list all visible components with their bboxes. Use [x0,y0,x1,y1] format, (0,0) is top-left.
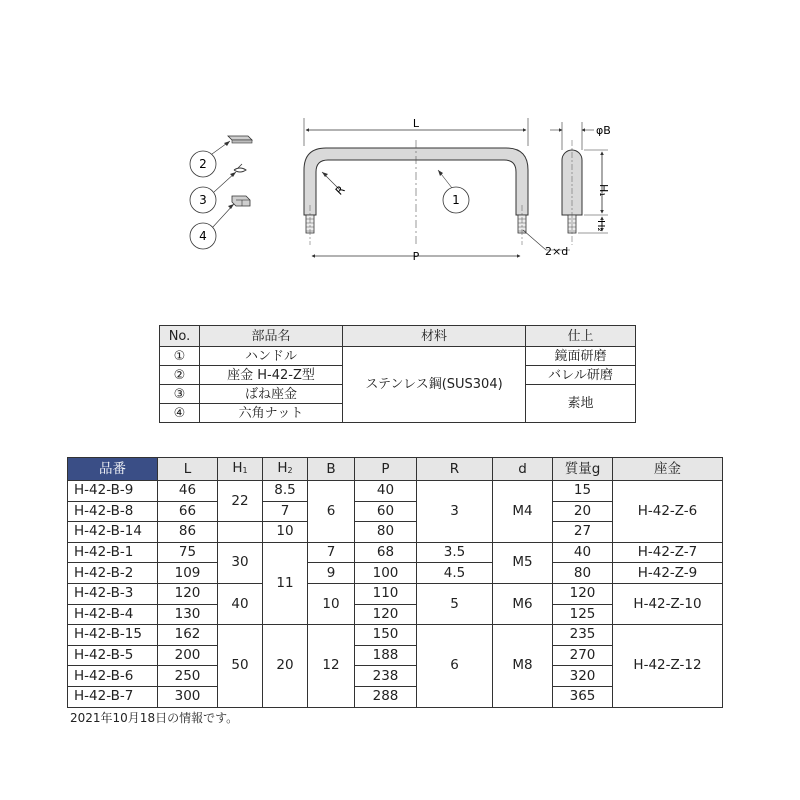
table-row: H-42-B-9 46 22 8.5 6 40 3 M4 15 H-42-Z-6 [68,481,723,502]
header-r: R [417,458,493,481]
washer-part-2 [212,136,252,154]
table-row: H-42-B-14 86 10 80 27 [68,522,723,543]
table-row: H-42-B-1 75 30 11 7 68 3.5 M5 40 H-42-Z-7 [68,542,723,563]
dimension-r [322,172,348,198]
label-phib: φB [596,124,611,137]
svg-text:1: 1 [452,193,460,207]
header-model: 品番 [68,458,158,481]
callout-3 [190,187,216,213]
table-row: H-42-B-7 300 288 365 [68,686,723,707]
table-row: H-42-B-8 66 7 60 20 [68,501,723,522]
svg-text:4: 4 [199,229,207,243]
material-cell: ステンレス鋼(SUS304) [343,347,526,423]
header-material: 材料 [343,326,526,347]
header-h2: $H_2$ [263,458,308,481]
table-row: H-42-B-6 250 238 320 [68,666,723,687]
parts-table [159,325,636,423]
table-row: ② 座金 H-42-Z型 バレル研磨 [160,366,636,385]
svg-text:3: 3 [199,193,207,207]
handle-side-view [550,122,611,245]
spec-table [67,457,723,708]
header-p: P [355,458,417,481]
header-h1: $H_1$ [218,458,263,481]
info-date-note: 2021年10月18日の情報です。 [70,711,239,725]
table-header-row [68,458,723,481]
dimension-thread [523,230,570,258]
label-thread: 2×d [545,245,569,258]
header-finish: 仕上 [526,326,636,347]
table-row: H-42-B-5 200 188 270 [68,645,723,666]
spring-washer-part-3 [214,164,246,192]
callout-2 [190,151,216,177]
table-row: H-42-B-15 162 50 20 12 150 6 M8 235 H-42-Z-12 [68,625,723,646]
label-h2: H₂ [595,220,606,232]
label-p: P [412,250,420,263]
technical-drawing [0,0,800,300]
label-h1: H₁ [597,184,610,197]
header-l: L [158,458,218,481]
table-row: ① ハンドル ステンレス鋼(SUS304) 鏡面研磨 [160,347,636,366]
header-b: B [308,458,355,481]
header-part-name: 部品名 [200,326,343,347]
table-row: H-42-B-4 130 120 125 [68,604,723,625]
table-header-row [160,326,636,347]
table-row: H-42-B-2 109 9 100 4.5 80 H-42-Z-9 [68,563,723,584]
header-d: d [493,458,553,481]
hex-nut-part-4 [212,196,250,228]
table-row: ③ ばね座金 素地 [160,385,636,404]
table-row: H-42-B-3 120 40 10 110 5 M6 120 H-42-Z-10 [68,583,723,604]
dimension-p [312,250,520,263]
header-washer: 座金 [613,458,723,481]
label-r: R [332,183,348,198]
svg-text:2: 2 [199,157,207,171]
header-mass: 質量g [553,458,613,481]
callout-1 [438,170,469,213]
table-row: ④ 六角ナット [160,404,636,423]
label-l: L [412,117,420,130]
header-no: No. [160,326,200,347]
callout-4 [190,223,216,249]
